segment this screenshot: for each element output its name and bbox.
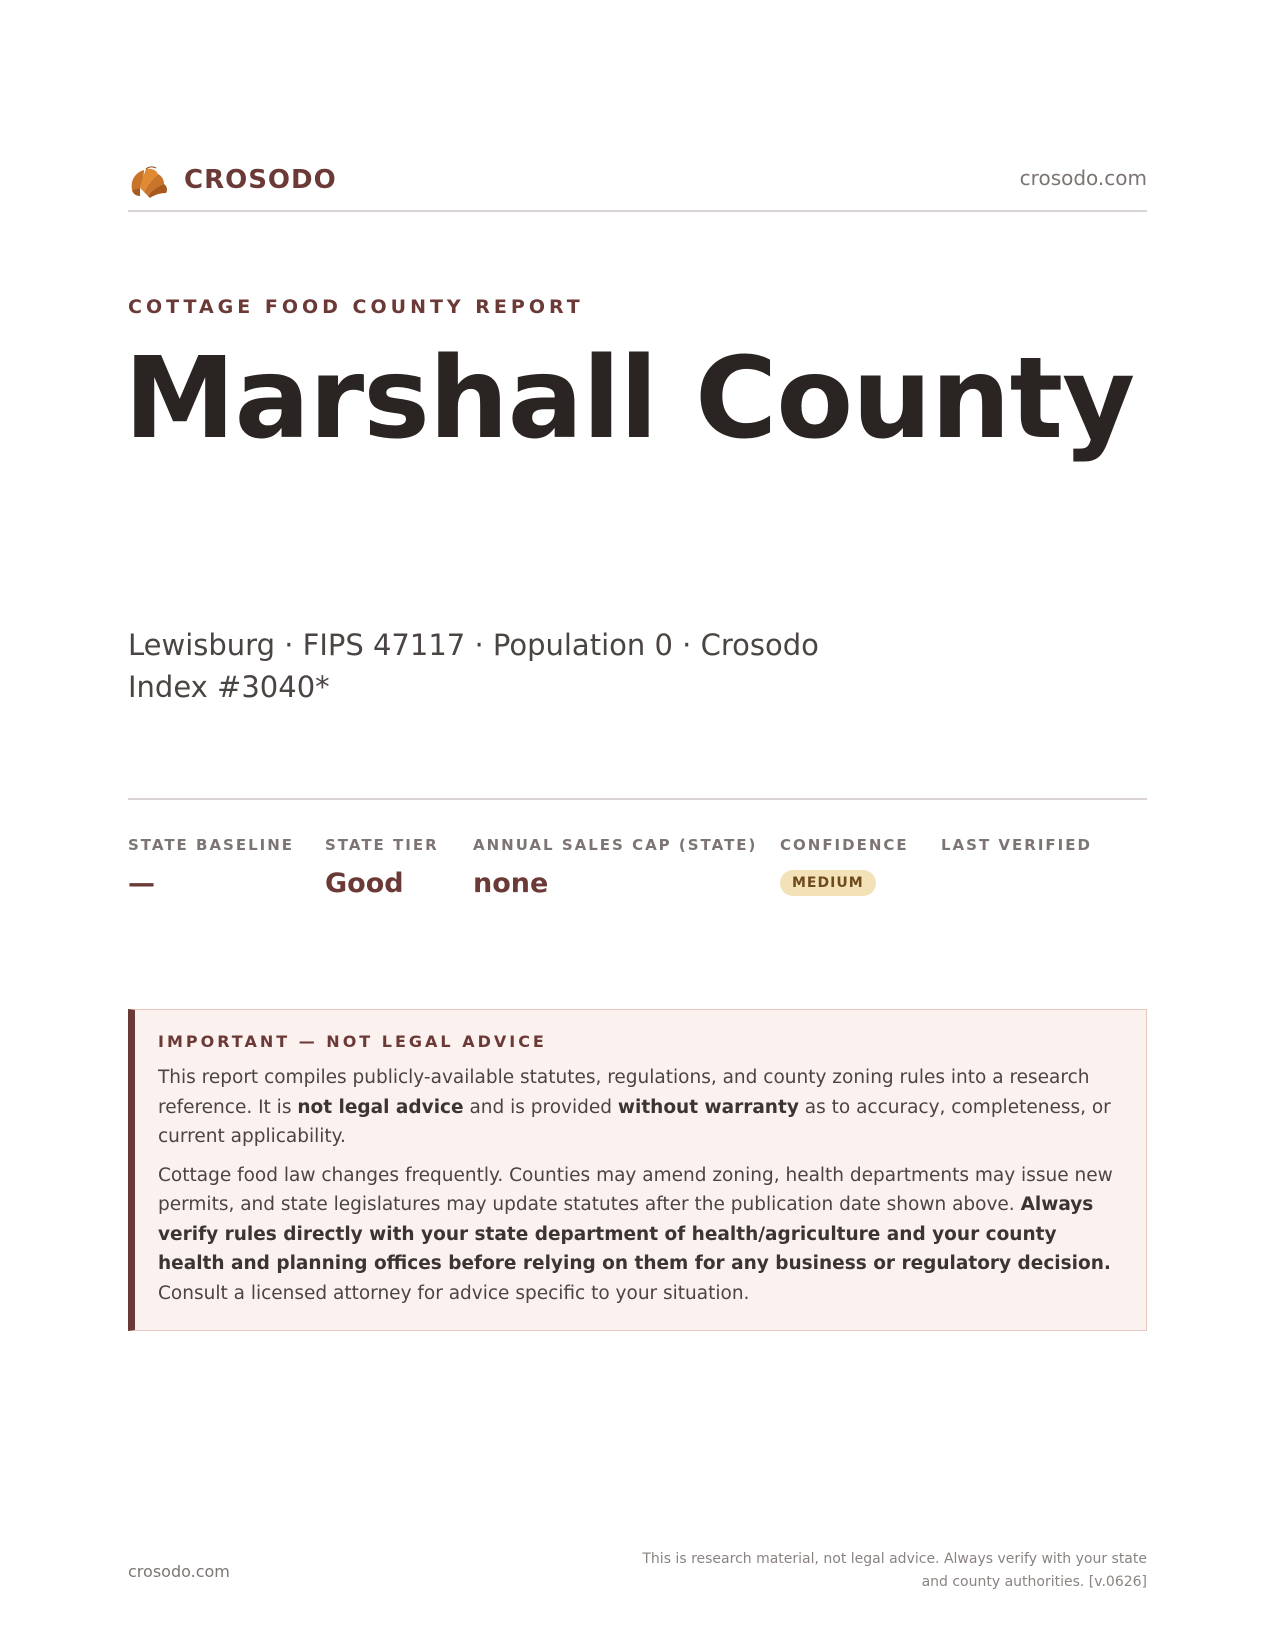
- confidence-badge: MEDIUM: [780, 870, 876, 896]
- stat-label: STATE TIER: [325, 836, 439, 854]
- stat-state-baseline: [128, 836, 294, 899]
- divider: [128, 798, 1147, 800]
- report-kicker: COTTAGE FOOD COUNTY REPORT: [128, 296, 584, 318]
- site-link[interactable]: crosodo.com: [1019, 166, 1147, 190]
- brand[interactable]: [128, 160, 337, 200]
- stat-value: Good: [325, 868, 404, 899]
- stat-state-tier: [325, 836, 439, 899]
- stat-annual-sales-cap: [473, 836, 757, 899]
- notice-paragraph-2: [158, 1161, 1122, 1309]
- stat-value: none: [473, 868, 549, 899]
- notice-emphasis: Always verify rules directly with your state department of health/agriculture and your county health and planning offices before relying on them for any business or regulatory decision.: [158, 1194, 1111, 1274]
- page-title: Marshall County: [124, 334, 1135, 464]
- notice-emphasis: not legal advice: [297, 1096, 464, 1118]
- county-subline: Lewisburg · FIPS 47117 · Population 0 · Crosodo Index #3040*: [128, 628, 819, 704]
- notice-text: This report compiles publicly-available statutes, regulations, and county zoning rules into a research reference. It is: [158, 1067, 1090, 1118]
- notice-text: Consult a licensed attorney for advice specific to your situation.: [158, 1282, 750, 1304]
- notice-text: and is provided: [463, 1096, 618, 1118]
- stat-label: ANNUAL SALES CAP (STATE): [473, 836, 758, 854]
- page-header: [128, 158, 1147, 212]
- stat-last-verified: [941, 836, 1092, 868]
- stat-confidence: [780, 836, 909, 896]
- legal-notice: [128, 1009, 1147, 1331]
- notice-paragraph-1: [158, 1063, 1122, 1152]
- stat-label: CONFIDENCE: [780, 836, 909, 854]
- stat-label: LAST VERIFIED: [941, 836, 1092, 854]
- stats-row: [128, 836, 1147, 906]
- footer-site-link[interactable]: crosodo.com: [128, 1562, 230, 1581]
- report-page: [124, 0, 1147, 1650]
- stat-label: STATE BASELINE: [128, 836, 295, 854]
- croissant-icon: [128, 160, 170, 200]
- notice-text: as to accuracy, completeness, or current applicability.: [158, 1096, 1111, 1147]
- notice-title: IMPORTANT — NOT LEGAL ADVICE: [158, 1032, 547, 1051]
- notice-emphasis: without warranty: [617, 1096, 799, 1118]
- footer-disclaimer: This is research material, not legal advice. Always verify with your state and county authorities. [v.0626]: [642, 1551, 1147, 1590]
- notice-text: Cottage food law changes frequently. Counties may amend zoning, health departments may issue new permits, and state legislatures may update statutes after the publication date shown above.: [158, 1164, 1113, 1215]
- stat-value: —: [128, 868, 155, 899]
- brand-name: CROSODO: [184, 165, 337, 195]
